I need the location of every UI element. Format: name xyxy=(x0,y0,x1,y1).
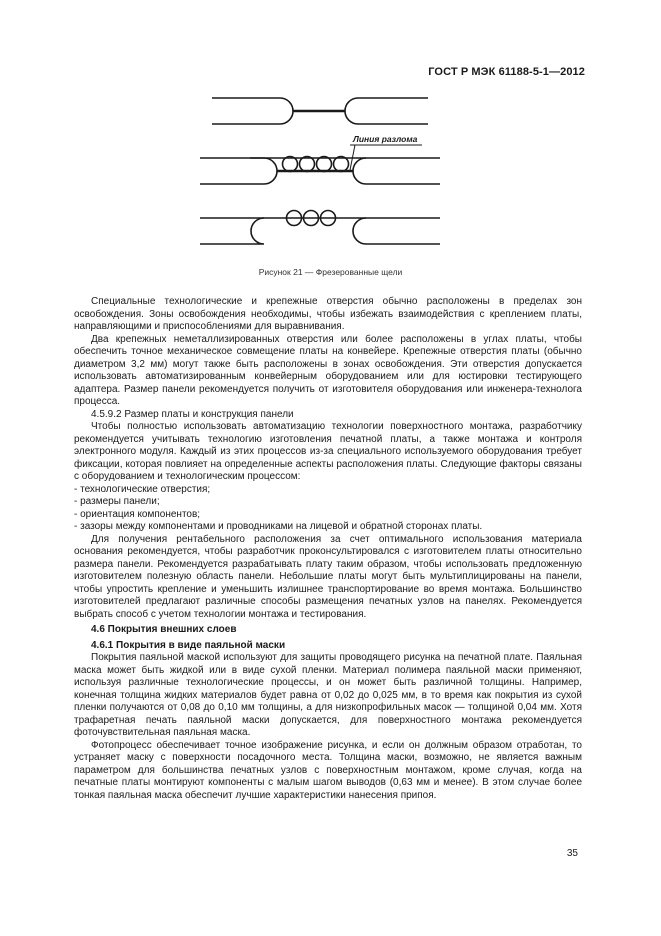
slot-bottom-left xyxy=(200,218,264,244)
slot-bottom-right xyxy=(353,218,440,244)
list-item: - технологические отверстия; xyxy=(74,483,211,495)
list-item: - размеры панели; xyxy=(74,496,160,507)
subsection-heading: 4.6.1 Покрытия в виде паяльной маски xyxy=(91,639,286,651)
paragraph: Для получения рентабельного расположения за счет оптимального использования материала основания рекомендуется, чтобы разработчик проконсультировался с изготовителем платы относительно размера панели. Рекомендуется разрабатывать плату таким образом, чтобы использовать предложенную изготовителем полезную область панели. Небольшие платы могут быть мультиплицированы на панели, чтобы упростить крепление и уменьшить излишнее транспортирование во время монтажа. Большинство изготовителей предлагают различные способы размещения печатных узлов на панелях. Рекомендуется выбрать способ с учетом технологии монтажа и тестирования. xyxy=(74,533,582,620)
milled-slots-diagram xyxy=(190,90,450,265)
paragraph: Покрытия паяльной маской используют для защиты проводящего рисунка на печатной плате. Паяльная маска может быть жидкой или в виде сухой пленки. Материал полимера паяльной маски применяют, используя различные технологические процессы, и он может быть различной толщины. Например, конечная толщина жидких материалов будет равна от 0,02 до 0,025 мм, в то время как покрытия из сухой пленки получаются от 0,08 до 0,10 мм толщины, а для низкопрофильных масок — толщиной 0,04 мм. Хотя трафаретная печать паяльной маски допускается, для поверхностного монтажа рекомендуется фоточувствительная паяльная маска. xyxy=(74,652,582,738)
body-text xyxy=(74,296,582,802)
paragraph: Чтобы полностью использовать автоматизацию технологии поверхностного монтажа, разработчику рекомендуется учитывать технологию изготовления печатной платы, а также монтажа и контроля электронного модуля. Каждый из этих процессов из-за специального используемого оборудования требует фиксации, которая повлияет на определенные аспекты расположения платы. Следующие факторы связаны с оборудованием и технологическим процессом: xyxy=(74,421,582,482)
list-item: - ориентация компонентов; xyxy=(74,508,201,520)
paragraph: Два крепежных неметаллизированных отверстия или более расположены в углах платы, чтобы обеспечить точное механическое совмещение платы на конвейере. Крепежные отверстия платы (обычно диаметром 3,2 мм) могут также быть расположены в зонах освобождения. Эти отверстия допускается использовать автоматизированным конвейерным оборудованием или для юстировки тестирующего адаптера. Размер панели рекомендуется получить от изготовителя оборудования или инженера-технолога процесса. xyxy=(74,333,582,407)
paragraph: Фотопроцесс обеспечивает точное изображение рисунка, и если он должным образом отработан, то устраняет маску с поверхности посадочного места. Толщина маски, возможно, не является важным параметром для большинства печатных узлов с поверхностным монтажом, кроме случая, когда на печатные платы монтируют компоненты с малым шагом выводов (0,63 мм и менее). В этом случае более тонкая паяльная маска обеспечит лучшие характеристики нанесения припоя. xyxy=(74,739,582,801)
break-line-label: Линия разлома xyxy=(353,134,418,144)
page-number: 35 xyxy=(566,848,578,859)
slot-mid-right xyxy=(353,158,440,184)
slot-top-left xyxy=(212,98,293,124)
figure-caption: Рисунок 21 — Фрезерованные щели xyxy=(258,267,403,277)
section-heading: 4.5.9.2 Размер платы и конструкция панели xyxy=(91,408,294,420)
paragraph: Специальные технологические и крепежные отверстия обычно расположены в пределах зон освобождения. Зоны освобождения необходимы, чтобы избежать взаимодействия с креплением платы, направляющими и приспособлениями для выравнивания. xyxy=(74,296,582,332)
section-heading: 4.6 Покрытия внешних слоев xyxy=(91,624,237,635)
milled-slots-figure xyxy=(190,90,450,265)
list-item: - зазоры между компонентами и проводниками на лицевой и обратной сторонах платы. xyxy=(74,521,483,532)
slot-mid-left xyxy=(200,158,277,184)
slot-top-right xyxy=(345,98,428,124)
standard-code: ГОСТ Р МЭК 61188-5-1—2012 xyxy=(428,66,585,78)
